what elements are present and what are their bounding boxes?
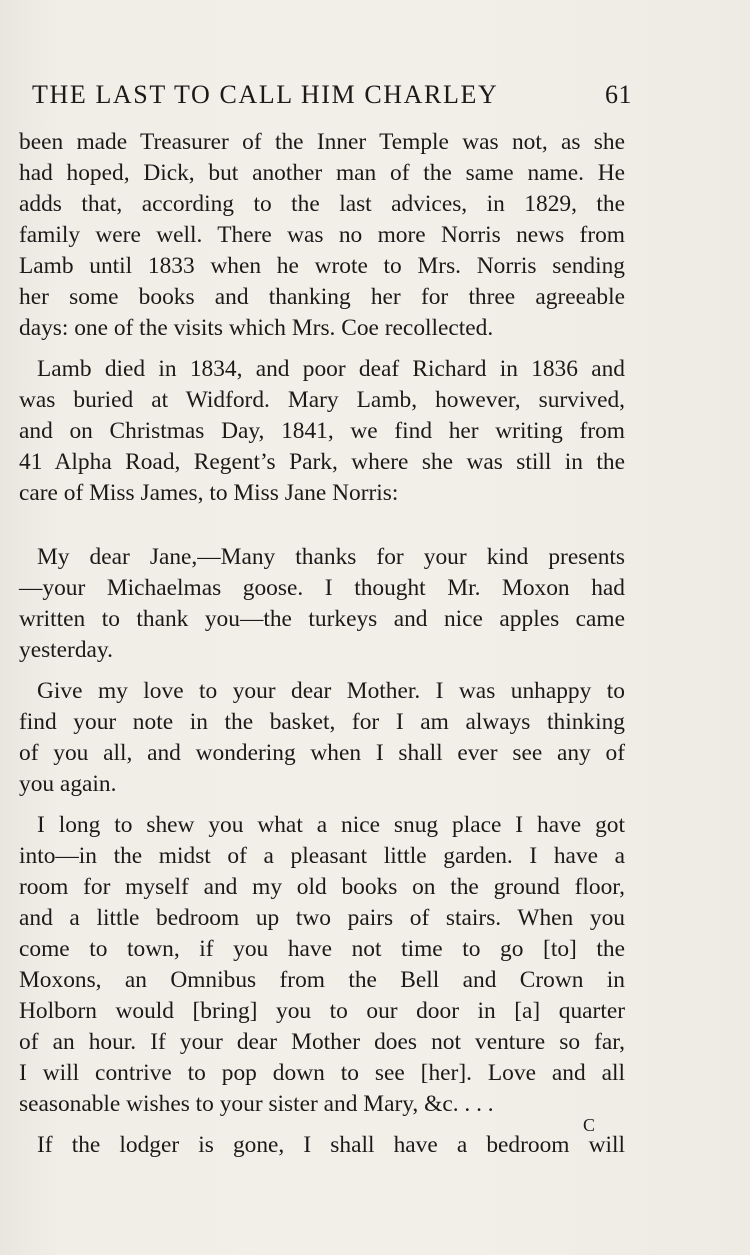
text-line: Lamb until 1833 when he wrote to Mrs. Norris sending	[19, 253, 625, 279]
page-number: 61	[605, 80, 632, 109]
text-line: Holborn would [bring] you to our door in [a] quarter	[19, 998, 625, 1024]
text-line: room for myself and my old books on the ground floor,	[19, 874, 625, 900]
text-line: days: one of the visits which Mrs. Coe recollected.	[19, 315, 494, 341]
text-line: family were well. There was no more Norris news from	[19, 222, 625, 248]
body-text	[19, 127, 625, 1161]
page-header	[32, 80, 632, 116]
text-line: of you all, and wondering when I shall ever see any of	[19, 740, 625, 766]
letter-paragraph-1	[19, 542, 625, 666]
text-line: adds that, according to the last advices, in 1829, the	[19, 191, 625, 217]
paragraph-1	[19, 127, 625, 344]
text-line: find your note in the basket, for I am always thinking	[19, 709, 625, 735]
letter-paragraph-4	[19, 1130, 625, 1161]
text-line: into—in the midst of a pleasant little garden. I have a	[19, 843, 625, 869]
text-line: was buried at Widford. Mary Lamb, however, survived,	[19, 387, 625, 413]
letter-paragraph-2	[19, 676, 625, 800]
text-line: care of Miss James, to Miss Jane Norris:	[19, 480, 399, 506]
text-line: Give my love to your dear Mother. I was unhappy to	[37, 678, 625, 704]
text-line: My dear Jane,—Many thanks for your kind presents	[37, 544, 625, 570]
text-line: written to thank you—the turkeys and nice apples came	[19, 606, 625, 632]
text-line: seasonable wishes to your sister and Mary, &c. . . .	[19, 1091, 494, 1117]
letter-paragraph-3	[19, 810, 625, 1120]
text-line: you again.	[19, 771, 117, 797]
text-line: If the lodger is gone, I shall have a bedroom will	[37, 1132, 625, 1158]
text-line: and a little bedroom up two pairs of stairs. When you	[19, 905, 625, 931]
signature-mark: C	[583, 1115, 596, 1135]
text-line: Lamb died in 1834, and poor deaf Richard in 1836 and	[37, 356, 625, 382]
text-line: and on Christmas Day, 1841, we find her writing from	[19, 418, 625, 444]
text-line: —your Michaelmas goose. I thought Mr. Moxon had	[19, 575, 625, 601]
text-line: of an hour. If your dear Mother does not venture so far,	[19, 1029, 625, 1055]
text-line: I long to shew you what a nice snug place I have got	[37, 812, 625, 838]
paragraph-2	[19, 354, 625, 509]
text-line: had hoped, Dick, but another man of the same name. He	[19, 160, 625, 186]
text-line: been made Treasurer of the Inner Temple was not, as she	[19, 129, 625, 155]
text-line: yesterday.	[19, 637, 113, 663]
text-line: come to town, if you have not time to go [to] the	[19, 936, 625, 962]
text-line: I will contrive to pop down to see [her]. Love and all	[19, 1060, 625, 1086]
text-line: her some books and thanking her for three agreeable	[19, 284, 625, 310]
running-title: THE LAST TO CALL HIM CHARLEY	[32, 80, 499, 109]
text-line: Moxons, an Omnibus from the Bell and Crown in	[19, 967, 625, 993]
text-line: 41 Alpha Road, Regent’s Park, where she was still in the	[19, 449, 625, 475]
